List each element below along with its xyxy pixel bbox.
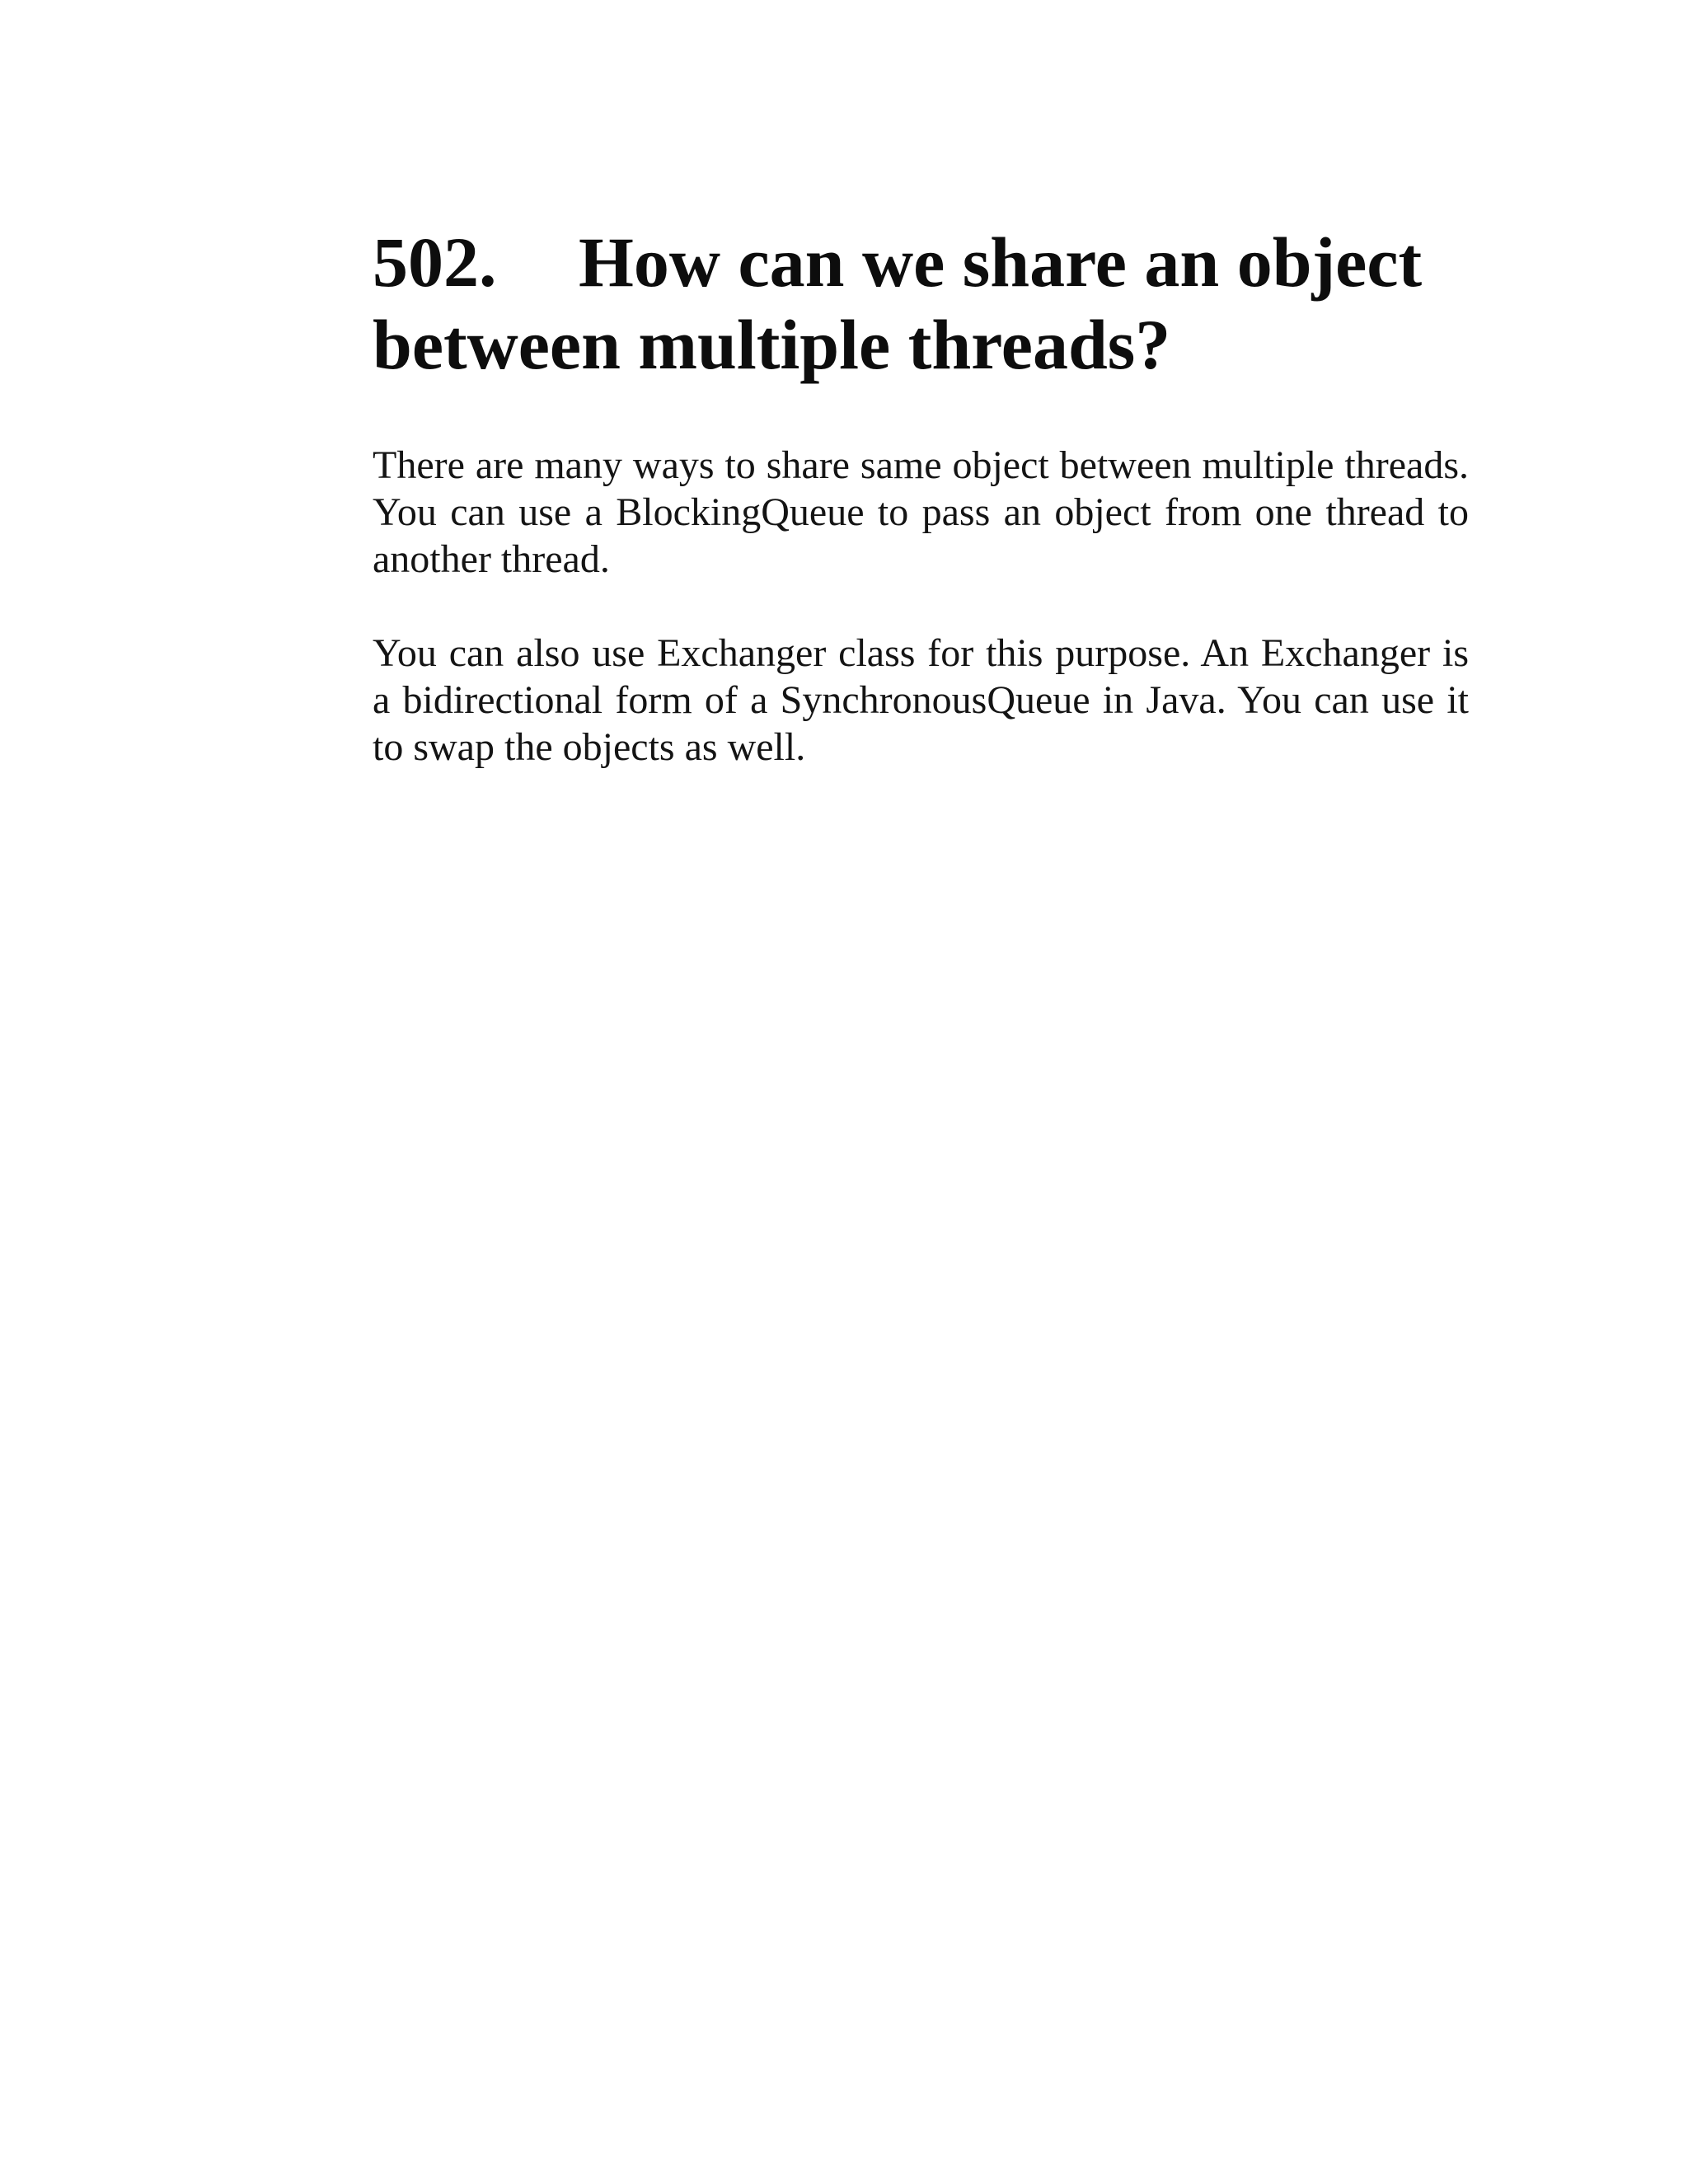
body-paragraph-2: You can also use Exchanger class for this purpose. An Exchanger is a bidirectional form of a SynchronousQueue in Java. You can use it to swap the objects as well. [373, 631, 1469, 769]
section-number: 502. [373, 223, 497, 302]
body-paragraph-1: There are many ways to share same object between multiple threads. You can use a BlockingQueue to pass an object from one thread to another thread. [373, 443, 1469, 581]
section-title: How can we share an object between multiple threads? [373, 223, 1423, 384]
section-heading [373, 221, 1469, 386]
document-page [373, 221, 1469, 771]
